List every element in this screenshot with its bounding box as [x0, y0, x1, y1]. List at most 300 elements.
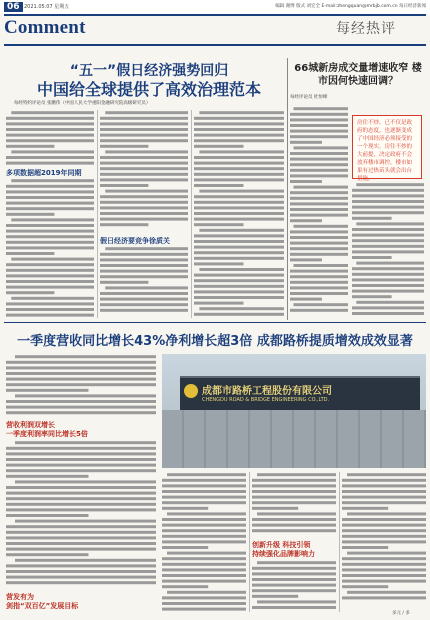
- right-body-col1: [290, 106, 348, 318]
- text-line: [290, 191, 348, 194]
- text-line: [290, 118, 348, 121]
- text-line: [100, 122, 188, 125]
- text-line: [194, 122, 284, 125]
- text-line: [6, 492, 156, 495]
- right-body-col2: [352, 182, 424, 318]
- text-line: [6, 361, 156, 364]
- text-line: [6, 576, 156, 579]
- text-line: [194, 212, 284, 215]
- text-line: [6, 291, 54, 294]
- text-line: [347, 591, 426, 594]
- text-line: [6, 162, 94, 165]
- text-line: [252, 524, 336, 527]
- text-line: [6, 366, 156, 369]
- text-line: [162, 490, 246, 493]
- text-line: [6, 383, 156, 386]
- text-line: [194, 156, 284, 159]
- text-line: [162, 602, 246, 605]
- text-line: [162, 507, 208, 510]
- text-line: [6, 280, 94, 283]
- bottom-body-col4: [342, 472, 426, 606]
- text-line: [6, 458, 156, 461]
- text-line: [162, 608, 246, 611]
- text-line: [199, 229, 284, 232]
- building-facade: [162, 410, 426, 468]
- text-line: [252, 484, 336, 487]
- pull-quote: 房住不炒、已不仅是政府的态度，也逐渐变成了中国经济必须接受的一个现实。房住不炒的大前提，决定政府不会放弃楼市调控，楼市如果有过热苗头就会出台措施。: [352, 115, 422, 179]
- text-line: [6, 122, 94, 125]
- text-line: [162, 557, 246, 560]
- text-line: [100, 162, 188, 165]
- text-line: [162, 563, 246, 566]
- text-line: [290, 135, 348, 138]
- text-line: [352, 290, 424, 293]
- text-line: [194, 201, 284, 204]
- text-line: [293, 264, 348, 267]
- main-body-col3: [194, 110, 284, 318]
- text-line: [105, 247, 188, 250]
- text-line: [6, 469, 156, 472]
- text-line: [194, 290, 284, 293]
- text-line: [290, 292, 348, 295]
- text-line: [100, 258, 188, 261]
- text-line: [356, 183, 424, 186]
- text-line: [257, 600, 336, 603]
- article-divider: [287, 58, 288, 320]
- text-line: [290, 202, 348, 205]
- text-line: [15, 520, 156, 523]
- text-line: [290, 158, 348, 161]
- text-line: [252, 578, 336, 581]
- text-line: [100, 270, 188, 273]
- text-line: [194, 145, 244, 148]
- text-line: [290, 152, 348, 155]
- text-line: [252, 606, 336, 609]
- text-line: [347, 473, 426, 476]
- text-line: [6, 553, 89, 556]
- text-line: [252, 572, 336, 575]
- text-line: [290, 130, 348, 133]
- text-line: [6, 400, 156, 403]
- text-line: [167, 552, 246, 555]
- text-line: [290, 275, 348, 278]
- text-line: [6, 246, 94, 249]
- text-line: [6, 581, 156, 584]
- text-line: [100, 223, 148, 226]
- sign-english-name: CHENGDU ROAD & BRIDGE ENGINEERING CO.,LTD.: [202, 397, 330, 403]
- company-sign: [180, 376, 420, 412]
- main-subhead-2: 假日经济要竞争徐质关: [100, 237, 170, 245]
- text-line: [342, 596, 426, 599]
- text-line: [194, 251, 284, 254]
- text-line: [352, 200, 424, 203]
- text-line: [100, 117, 188, 120]
- text-line: [100, 281, 148, 284]
- text-line: [6, 145, 54, 148]
- right-byline: 每经评论员 杜恒峰: [290, 95, 328, 100]
- text-line: [6, 525, 156, 528]
- text-line: [293, 303, 348, 306]
- bottom-subhead-3b: 剑指“双百亿”发展目标: [6, 602, 79, 610]
- text-line: [6, 269, 94, 272]
- text-line: [199, 268, 284, 271]
- text-line: [252, 479, 336, 482]
- text-line: [162, 540, 246, 543]
- text-line: [352, 245, 424, 248]
- text-line: [352, 239, 424, 242]
- text-line: [252, 584, 336, 587]
- text-line: [162, 518, 246, 521]
- text-line: [100, 206, 188, 209]
- text-line: [342, 557, 426, 560]
- text-line: [194, 134, 284, 137]
- text-line: [290, 174, 348, 177]
- text-line: [194, 117, 284, 120]
- text-line: [162, 479, 246, 482]
- text-line: [6, 508, 156, 511]
- text-line: [6, 564, 156, 567]
- main-headline-line1: “五一”假日经济强势回归: [69, 63, 229, 79]
- text-line: [105, 111, 188, 114]
- text-line: [6, 372, 156, 375]
- text-line: [100, 264, 188, 267]
- text-line: [352, 217, 392, 220]
- text-line: [252, 507, 298, 510]
- text-line: [6, 230, 94, 233]
- text-line: [194, 274, 284, 277]
- text-line: [342, 501, 426, 504]
- text-line: [162, 501, 246, 504]
- text-line: [6, 302, 94, 305]
- bottom-body-intro: [6, 354, 156, 416]
- text-line: [6, 475, 89, 478]
- text-line: [11, 218, 94, 221]
- text-line: [11, 179, 94, 182]
- text-line: [257, 561, 336, 564]
- text-line: [162, 585, 208, 588]
- column-divider: [339, 472, 340, 612]
- text-line: [290, 286, 348, 289]
- bottom-body-col3: [252, 472, 336, 536]
- text-line: [252, 567, 336, 570]
- text-line: [6, 411, 156, 414]
- text-line: [6, 196, 94, 199]
- text-line: [194, 167, 284, 170]
- text-line: [105, 190, 188, 193]
- text-line: [167, 591, 246, 594]
- text-line: [352, 273, 424, 276]
- text-line: [162, 596, 246, 599]
- text-line: [6, 464, 156, 467]
- text-line: [6, 389, 89, 392]
- text-line: [6, 190, 94, 193]
- text-line: [6, 235, 94, 238]
- column-divider: [249, 472, 250, 612]
- text-line: [199, 150, 284, 153]
- text-line: [194, 184, 244, 187]
- text-line: [252, 501, 336, 504]
- text-line: [352, 211, 424, 214]
- text-line: [100, 275, 188, 278]
- text-line: [6, 497, 156, 500]
- text-line: [105, 286, 188, 289]
- text-line: [162, 524, 246, 527]
- text-line: [252, 518, 336, 521]
- text-line: [342, 507, 388, 510]
- text-line: [290, 309, 348, 312]
- text-line: [342, 484, 426, 487]
- company-building-photo: [162, 354, 426, 468]
- text-line: [194, 139, 284, 142]
- text-line: [167, 473, 246, 476]
- column-divider: [191, 110, 192, 318]
- text-line: [194, 262, 244, 265]
- text-line: [290, 219, 322, 222]
- text-line: [15, 355, 156, 358]
- text-line: [11, 258, 94, 261]
- text-line: [252, 529, 336, 532]
- text-line: [100, 218, 188, 221]
- text-line: [352, 194, 424, 197]
- column-divider: [97, 110, 98, 318]
- text-line: [347, 512, 426, 515]
- main-body-col1: [6, 110, 94, 166]
- text-line: [194, 257, 284, 260]
- text-line: [162, 546, 208, 549]
- text-line: [15, 559, 156, 562]
- main-byline: 每经特约评论员 张鹏伟（中国人民大学重阳金融研究院高级研究员）: [14, 101, 151, 106]
- text-line: [342, 496, 426, 499]
- text-line: [100, 303, 188, 306]
- text-line: [100, 201, 188, 204]
- text-line: [352, 312, 424, 315]
- text-line: [194, 234, 284, 237]
- bottom-body-col3b: [252, 560, 336, 612]
- text-line: [100, 184, 148, 187]
- text-line: [100, 309, 188, 312]
- text-line: [252, 490, 336, 493]
- page-footer: 多元 / 多: [392, 611, 410, 616]
- text-line: [6, 274, 94, 277]
- text-line: [6, 207, 94, 210]
- text-line: [342, 574, 426, 577]
- text-line: [6, 286, 94, 289]
- text-line: [11, 111, 94, 114]
- text-line: [6, 185, 94, 188]
- bottom-subhead-1: 营收利润双增长: [6, 421, 55, 429]
- bottom-section-rule: [4, 322, 426, 323]
- text-line: [352, 278, 424, 281]
- text-line: [352, 284, 424, 287]
- text-line: [342, 580, 426, 583]
- text-line: [6, 570, 156, 573]
- text-line: [352, 306, 424, 309]
- text-line: [6, 514, 89, 517]
- text-line: [290, 258, 322, 261]
- text-line: [100, 292, 188, 295]
- bottom-subhead-3: 营发有为: [6, 593, 34, 601]
- text-line: [194, 313, 284, 316]
- text-line: [100, 156, 188, 159]
- text-line: [352, 267, 424, 270]
- bottom-body-col2: [162, 472, 246, 612]
- text-line: [6, 542, 156, 545]
- text-line: [100, 139, 188, 142]
- section-title: Comment: [4, 17, 86, 38]
- text-line: [6, 252, 54, 255]
- text-line: [342, 490, 426, 493]
- text-line: [342, 518, 426, 521]
- text-line: [100, 253, 188, 256]
- bottom-headline: 一季度营收同比增长43%净利增长超3倍 成都路桥提质增效成效显著: [17, 334, 413, 349]
- text-line: [162, 529, 246, 532]
- text-line: [6, 531, 156, 534]
- text-line: [290, 169, 348, 172]
- editor-contact: 编辑 谢博 版式 刘宏全 E-mail:zhengquan@mrbjb.com.cn 每日经济新闻: [275, 4, 426, 9]
- text-line: [356, 301, 424, 304]
- text-line: [290, 163, 348, 166]
- text-line: [356, 262, 424, 265]
- text-line: [6, 134, 94, 137]
- sign-chinese-name: 成都市路桥工程股份有限公司: [202, 386, 332, 397]
- text-line: [194, 195, 284, 198]
- header-rule: [4, 14, 426, 16]
- text-line: [194, 279, 284, 282]
- text-line: [252, 595, 298, 598]
- text-line: [194, 285, 284, 288]
- text-line: [290, 281, 348, 284]
- text-line: [290, 247, 348, 250]
- text-line: [15, 394, 156, 397]
- text-line: [15, 441, 156, 444]
- text-line: [342, 540, 426, 543]
- text-line: [100, 178, 188, 181]
- text-line: [290, 214, 348, 217]
- text-line: [290, 230, 348, 233]
- text-line: [194, 218, 284, 221]
- text-line: [199, 190, 284, 193]
- text-line: [6, 536, 156, 539]
- company-logo-icon: [184, 384, 198, 398]
- text-line: [15, 480, 156, 483]
- text-line: [6, 548, 156, 551]
- main-headline-line2: 中国给全球提供了高效治理范本: [36, 80, 261, 99]
- section-rule: [4, 44, 426, 46]
- text-line: [11, 297, 94, 300]
- bottom-subhead-2: 创新升级 科技引领: [252, 541, 311, 549]
- text-line: [199, 307, 284, 310]
- text-line: [290, 242, 348, 245]
- text-line: [11, 150, 94, 153]
- text-line: [6, 213, 54, 216]
- text-line: [290, 236, 348, 239]
- text-line: [162, 484, 246, 487]
- issue-date: 2021.05.07 星期五: [24, 4, 70, 10]
- text-line: [162, 574, 246, 577]
- bottom-body-col1: [6, 440, 156, 586]
- main-body-col2: [100, 110, 188, 228]
- text-line: [100, 128, 188, 131]
- text-line: [194, 128, 284, 131]
- text-line: [342, 585, 388, 588]
- text-line: [342, 563, 426, 566]
- text-line: [342, 524, 426, 527]
- main-body-col2b: [100, 246, 188, 318]
- text-line: [100, 145, 148, 148]
- text-line: [290, 270, 348, 273]
- text-line: [194, 296, 284, 299]
- text-line: [352, 228, 424, 231]
- text-line: [6, 202, 94, 205]
- text-line: [352, 250, 424, 253]
- text-line: [257, 512, 336, 515]
- text-line: [194, 302, 244, 305]
- main-body-col1b: [6, 178, 94, 318]
- text-line: [290, 208, 348, 211]
- section-tag: 每经热评: [336, 21, 396, 37]
- text-line: [252, 496, 336, 499]
- text-line: [293, 186, 348, 189]
- text-line: [194, 162, 284, 165]
- text-line: [162, 535, 246, 538]
- text-line: [290, 253, 348, 256]
- text-line: [356, 222, 424, 225]
- text-line: [293, 107, 348, 110]
- text-line: [352, 295, 392, 298]
- text-line: [167, 512, 246, 515]
- text-line: [290, 180, 322, 183]
- bottom-subhead-2b: 持续强化品牌影响力: [252, 550, 315, 558]
- text-line: [6, 224, 94, 227]
- text-line: [6, 406, 156, 409]
- text-line: [290, 141, 322, 144]
- text-line: [342, 535, 426, 538]
- text-line: [352, 234, 424, 237]
- text-line: [194, 246, 284, 249]
- text-line: [347, 552, 426, 555]
- text-line: [194, 240, 284, 243]
- text-line: [293, 146, 348, 149]
- text-line: [162, 580, 246, 583]
- page-number: 06: [4, 2, 23, 12]
- text-line: [293, 225, 348, 228]
- text-line: [100, 173, 188, 176]
- text-line: [6, 308, 94, 311]
- text-line: [194, 173, 284, 176]
- text-line: [352, 206, 424, 209]
- text-line: [342, 529, 426, 532]
- right-headline: 66城新房成交量增速收窄 楼市因何快速回调？: [294, 63, 422, 87]
- text-line: [105, 150, 188, 153]
- text-line: [162, 568, 246, 571]
- text-line: [6, 314, 94, 317]
- bottom-subhead-1b: 一季度利润率同比增长5倍: [6, 430, 88, 438]
- text-line: [6, 447, 156, 450]
- text-line: [162, 496, 246, 499]
- text-line: [257, 473, 336, 476]
- text-line: [352, 256, 392, 259]
- text-line: [6, 139, 94, 142]
- text-line: [6, 128, 94, 131]
- text-line: [6, 503, 156, 506]
- text-line: [100, 195, 188, 198]
- text-line: [252, 589, 336, 592]
- text-line: [290, 197, 348, 200]
- text-line: [199, 111, 284, 114]
- text-line: [6, 263, 94, 266]
- text-line: [342, 546, 388, 549]
- text-line: [342, 568, 426, 571]
